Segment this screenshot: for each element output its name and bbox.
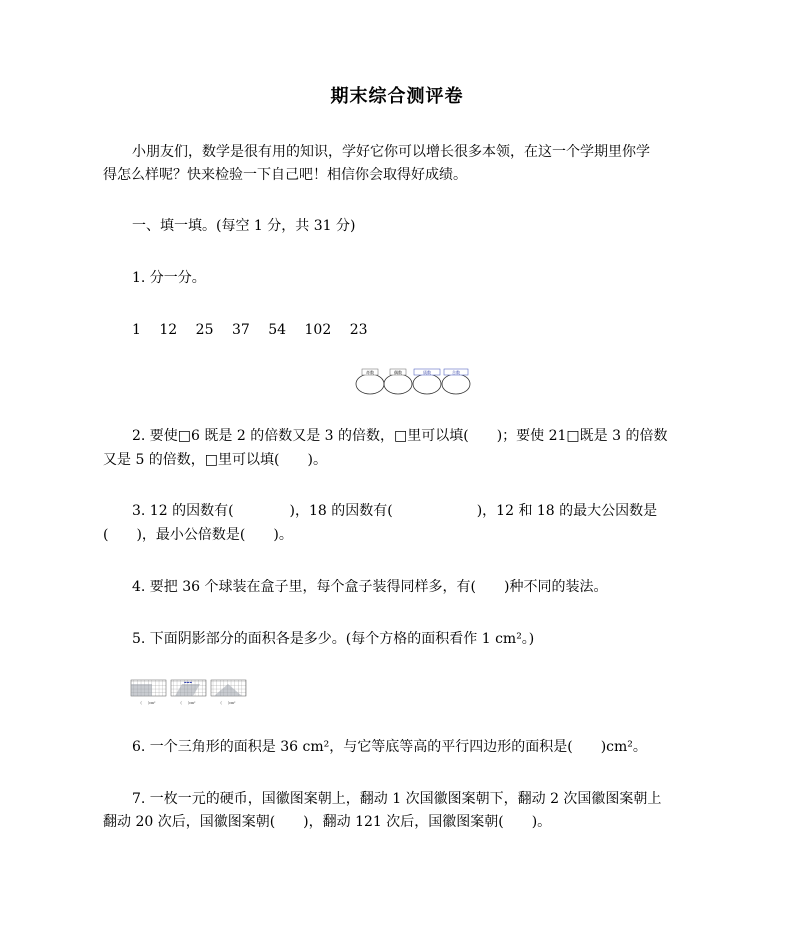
number-item: 1 (132, 322, 141, 338)
question-7-line-1: 7. 一枚一元的硬币，国徽图案朝上，翻动 1 次国徽图案朝下，翻动 2 次国徽图案朝上 (132, 791, 662, 807)
question-2-line-2: 又是 5 的倍数，□里可以填( )。 (103, 452, 327, 468)
circle-label: 偶数 (394, 370, 402, 375)
number-item: 54 (268, 322, 287, 338)
sort-circle-odd (356, 369, 384, 394)
question-5: 5. 下面阴影部分的面积各是多少。(每个方格的面积看作 1 cm²。) (132, 631, 535, 647)
grid-figure-2 (171, 680, 206, 696)
number-item: 37 (231, 322, 250, 338)
number-item: 102 (304, 322, 332, 338)
intro-line-2: 得怎么样呢？快来检验一下自己吧！相信你会取得好成绩。 (103, 167, 467, 183)
shaded-shape (131, 684, 152, 696)
section-heading: 一、填一填。(每空 1 分，共 31 分) (132, 218, 356, 234)
svg-text:▬▬▬: ▬▬▬ (184, 680, 192, 684)
circle-label: 合数 (452, 370, 460, 375)
answer-label: ( )cm² (220, 701, 236, 705)
grid-figure-3 (211, 680, 246, 696)
question-7-line-2: 翻动 20 次后，国徽图案朝( )，翻动 121 次后，国徽图案朝( )。 (103, 814, 552, 830)
circle-label: 奇数 (366, 370, 374, 375)
question-6: 6. 一个三角形的面积是 36 cm²，与它等底等高的平行四边形的面积是( )cm²。 (132, 739, 647, 755)
question-1: 1. 分一分。 (132, 270, 206, 286)
shaded-area-grids-figure (130, 678, 248, 708)
question-4: 4. 要把 36 个球装在盒子里，每个盒子装得同样多，有( )种不同的装法。 (132, 579, 608, 595)
intro-line-1: 小朋友们，数学是很有用的知识，学好它你可以增长很多本领，在这一个学期里你学 (132, 144, 650, 160)
question-3-line-2: ( )，最小公倍数是( )。 (103, 527, 293, 543)
number-item: 25 (195, 322, 214, 338)
sort-circle-even (384, 369, 412, 394)
question-2-line-1: 2. 要使□6 既是 2 的倍数又是 3 的倍数，□里可以填( )；要使 21□既是 3 的倍数 (132, 428, 668, 444)
page-title: 期末综合测评卷 (330, 86, 464, 107)
grid-figure-1 (131, 680, 166, 696)
sort-circle-prime (413, 369, 441, 394)
answer-label: ( )cm² (180, 701, 196, 705)
number-item: 23 (349, 322, 368, 338)
question-3-line-1: 3. 12 的因数有( )，18 的因数有( )，12 和 18 的最大公因数是 (132, 503, 658, 519)
answer-label: ( )cm² (140, 701, 156, 705)
number-sort-circles-figure (352, 366, 474, 396)
sort-circle-composite (442, 369, 470, 394)
circle-label: 质数 (423, 370, 431, 375)
number-item: 12 (159, 322, 178, 338)
number-list (132, 320, 382, 340)
